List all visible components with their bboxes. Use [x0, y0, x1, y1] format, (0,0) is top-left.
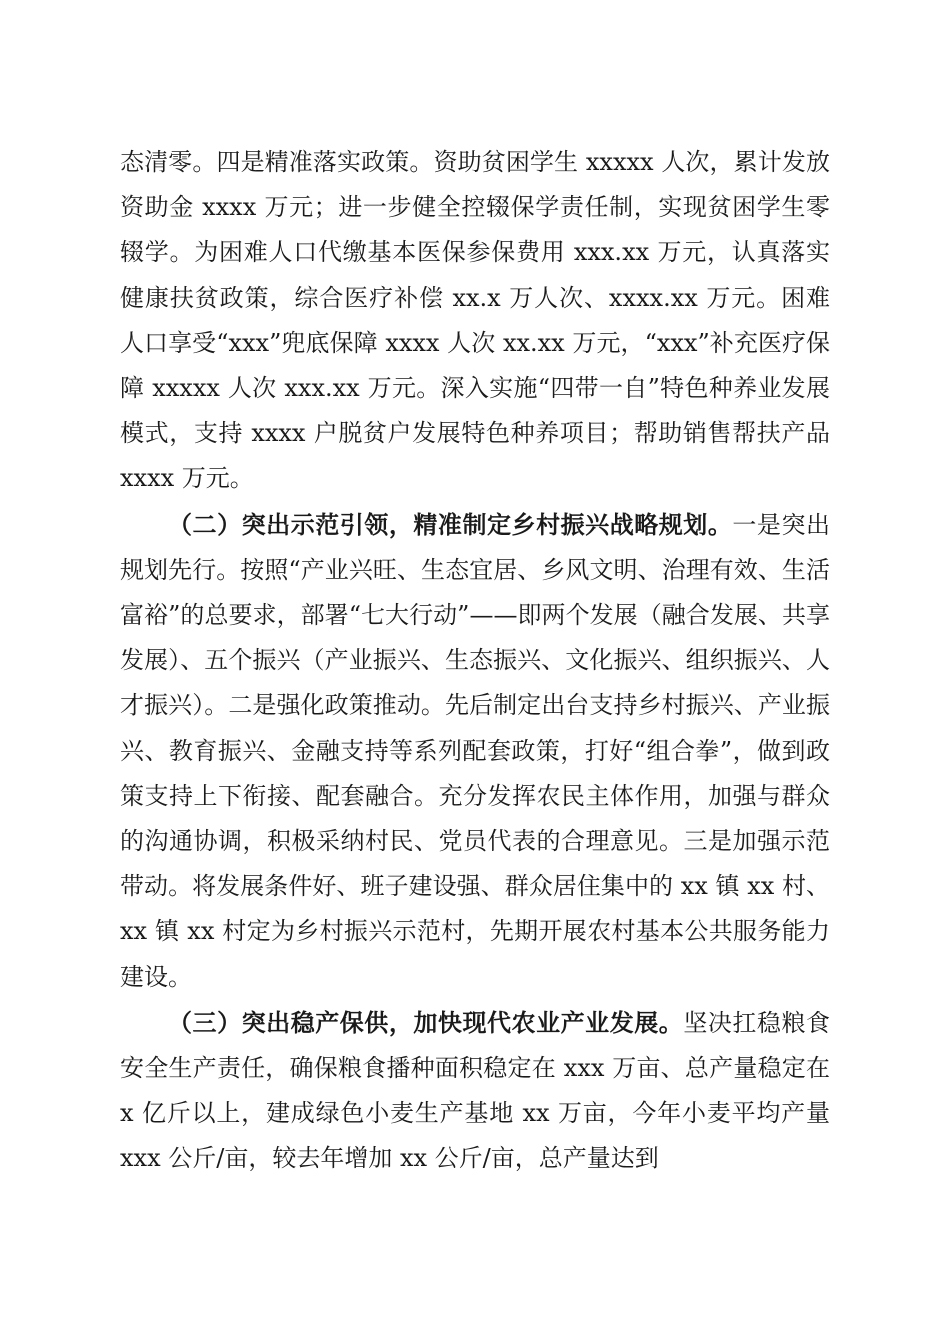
document-body — [120, 140, 830, 1182]
paragraph-2 — [120, 502, 830, 1000]
paragraph-2-text: 一是突出规划先行。按照“产业兴旺、生态宜居、乡风文明、治理有效、生活富裕”的总要求，部署“七大行动”——即两个发展（融合发展、共享发展）、五个振兴（产业振兴、生态振兴、文化振兴、组织振兴、人才振兴）。二是强化政策推动。先后制定出台支持乡村振兴、产业振兴、教育振兴、金融支持等系列配套政策，打好“组合拳”，做到政策支持上下衔接、配套融合。充分发挥农民主体作用，加强与群众的沟通协调，积极采纳村民、党员代表的合理意见。三是加强示范带动。将发展条件好、班子建设强、群众居住集中的 xx 镇 xx 村、xx 镇 xx 村定为乡村振兴示范村，先期开展农村基本公共服务能力建设。 — [120, 510, 831, 991]
paragraph-1 — [120, 140, 830, 502]
paragraph-3 — [120, 1000, 830, 1182]
section-heading-2: （二）突出示范引领，精准制定乡村振兴战略规划。 — [168, 509, 733, 539]
section-heading-3: （三）突出稳产保供，加快现代农业产业发展。 — [168, 1007, 684, 1037]
paragraph-3-text: 坚决扛稳粮食安全生产责任，确保粮食播种面积稳定在 xxx 万亩、总产量稳定在 x 亿斤以上，建成绿色小麦生产基地 xx 万亩，今年小麦平均产量 xxx 公斤/亩，较去年增加 xx 公斤/亩，总产量达到 — [120, 1008, 831, 1173]
paragraph-1-text: 态清零。四是精准落实政策。资助贫困学生 xxxxx 人次，累计发放资助金 xxxx 万元；进一步健全控辍保学责任制，实现贫困学生零辍学。为困难人口代缴基本医保参保费用 xxx.xx 万元，认真落实健康扶贫政策，综合医疗补偿 xx.x 万人次、xxxx.xx 万元。困难人口享受“xxx”兜底保障 xxxx 人次 xx.xx 万元，“xxx”补充医疗保障 xxxxx 人次 xxx.xx 万元。深入实施“四带一自”特色种养业发展模式，支持 xxxx 户脱贫户发展特色种养项目；帮助销售帮扶产品 xxxx 万元。 — [120, 148, 830, 493]
